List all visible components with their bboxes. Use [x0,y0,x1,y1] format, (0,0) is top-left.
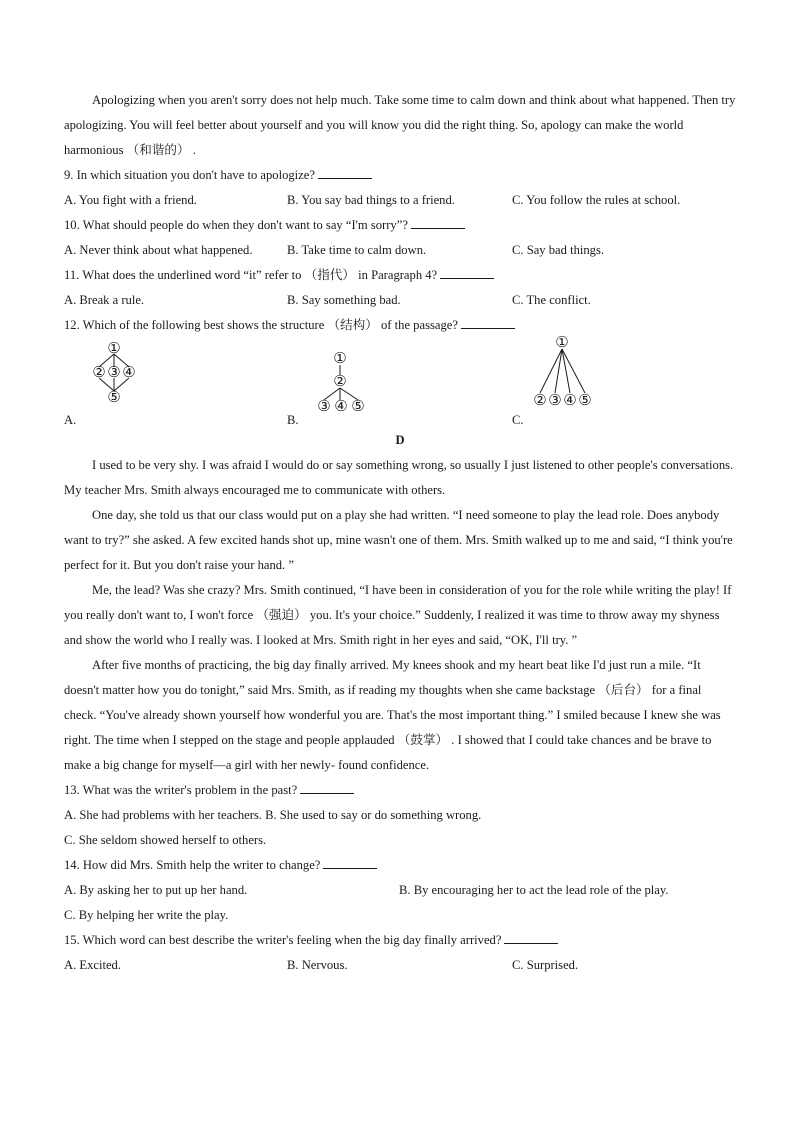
worksheet-page [64,88,736,978]
answer-blank-14[interactable] [323,856,377,869]
answer-blank-10[interactable] [411,216,465,229]
question-12 [64,313,736,428]
option-13ab[interactable]: A. She had problems with her teachers. B. She used to say or do something wrong. [64,808,482,822]
diagram-c-node: ⑤ [578,391,592,408]
structure-diagram-options [64,338,736,428]
diagram-a-node: ③ [107,363,121,381]
option-11c[interactable]: C. The conflict. [512,293,591,307]
option-10c[interactable]: C. Say bad things. [512,243,605,257]
question-10 [64,213,736,263]
diagram-a-node: ① [107,342,121,357]
diagram-b [314,352,370,414]
diagram-b-node: ④ [334,397,348,414]
passage-d-paragraph-3: Me, the lead? Was she crazy? Mrs. Smith continued, “I have been in consideration of you for the role while writing the play! If you really don't want to, I won't force （强迫） you. It's your choice.” Suddenly, I realized it was time to throw away my shyness and show the world who I really was. I looked at Mrs. Smith right in her eyes and said, “OK, I'll try. ” [64,583,732,647]
diagram-c-edge [562,349,585,393]
option-15a[interactable]: A. Excited. [64,958,122,972]
question-10-stem: 10. What should people do when they don't want to say “I'm sorry”? [64,218,408,232]
diagram-b-node: ② [333,372,347,390]
diagram-a [88,342,140,404]
question-15-stem: 15. Which word can best describe the writer's feeling when the big day finally arrived? [64,933,502,947]
diagram-a-node: ④ [122,363,136,381]
diagram-a-node: ⑤ [107,388,121,404]
passage-c-closing-paragraph: Apologizing when you aren't sorry does not help much. Take some time to calm down and think about what happened. Then try apologizing. You will feel better about yourself and you will know you did the right thing. So, apology can make the world harmonious （和谐的） . [64,93,736,157]
option-11b[interactable]: B. Say something bad. [287,293,401,307]
option-9b[interactable]: B. You say bad things to a friend. [287,193,455,207]
option-12a[interactable]: A. [64,413,77,427]
question-13 [64,778,736,853]
option-12b[interactable]: B. [287,413,299,427]
question-9-stem: 9. In which situation you don't have to apologize? [64,168,315,182]
diagram-b-node: ⑤ [351,397,365,414]
answer-blank-13[interactable] [300,781,354,794]
question-9 [64,163,736,213]
diagram-c [532,336,598,408]
question-14-stem: 14. How did Mrs. Smith help the writer to change? [64,858,321,872]
option-13c[interactable]: C. She seldom showed herself to others. [64,833,267,847]
question-13-stem: 13. What was the writer's problem in the past? [64,783,298,797]
diagram-b-node: ① [333,352,347,367]
passage-d-paragraph-1: I used to be very shy. I was afraid I would do or say something wrong, so usually I just listened to other people's conversations. My teacher Mrs. Smith always encouraged me to communicate with others. [64,458,734,497]
diagram-c-node: ② [533,391,547,408]
answer-blank-12[interactable] [461,316,515,329]
diagram-c-node: ④ [563,391,577,408]
answer-blank-15[interactable] [504,931,558,944]
option-10a[interactable]: A. Never think about what happened. [64,243,253,257]
option-14c[interactable]: C. By helping her write the play. [64,908,229,922]
option-10b[interactable]: B. Take time to calm down. [287,243,427,257]
option-15c[interactable]: C. Surprised. [512,958,579,972]
question-11-stem: 11. What does the underlined word “it” refer to （指代） in Paragraph 4? [64,268,438,282]
section-d-heading: D [395,433,405,447]
answer-blank-11[interactable] [440,266,494,279]
question-14 [64,853,736,928]
passage-d-paragraph-4: After five months of practicing, the big day finally arrived. My knees shook and my heart beat like I'd just run a mile. “It doesn't matter how you do tonight,” said Mrs. Smith, as if reading my thoughts when she came backstage （后台） for a final check. “You've already shown yourself how wonderful you are. That's the most important thing.” I smiled because I knew she was right. The time when I stepped on the stage and people applauded （鼓掌） . I showed that I could take chances and be brave to make a big change for myself—a girl with her newly- found confidence. [64,658,721,772]
option-14a[interactable]: A. By asking her to put up her hand. [64,883,248,897]
question-11 [64,263,736,313]
option-12c[interactable]: C. [512,413,524,427]
diagram-b-node: ③ [317,397,331,414]
answer-blank-9[interactable] [318,166,372,179]
passage-d-paragraph-2: One day, she told us that our class would put on a play she had written. “I need someone to play the lead role. Does anybody want to try?” she asked. A few excited hands shot up, mine wasn't one of them. Mrs. Smith walked up to me and said, “I think you're perfect for it. But you don't raise your hand. ” [64,508,733,572]
option-11a[interactable]: A. Break a rule. [64,293,145,307]
option-14b[interactable]: B. By encouraging her to act the lead role of the play. [399,883,669,897]
diagram-c-node: ③ [548,391,562,408]
passage-d [64,453,736,778]
diagram-a-node: ② [92,363,106,381]
diagram-c-node: ① [555,336,569,351]
option-15b[interactable]: B. Nervous. [287,958,348,972]
question-12-stem: 12. Which of the following best shows the structure （结构） of the passage? [64,318,458,332]
question-15 [64,928,736,978]
option-9c[interactable]: C. You follow the rules at school. [512,193,681,207]
option-9a[interactable]: A. You fight with a friend. [64,193,197,207]
